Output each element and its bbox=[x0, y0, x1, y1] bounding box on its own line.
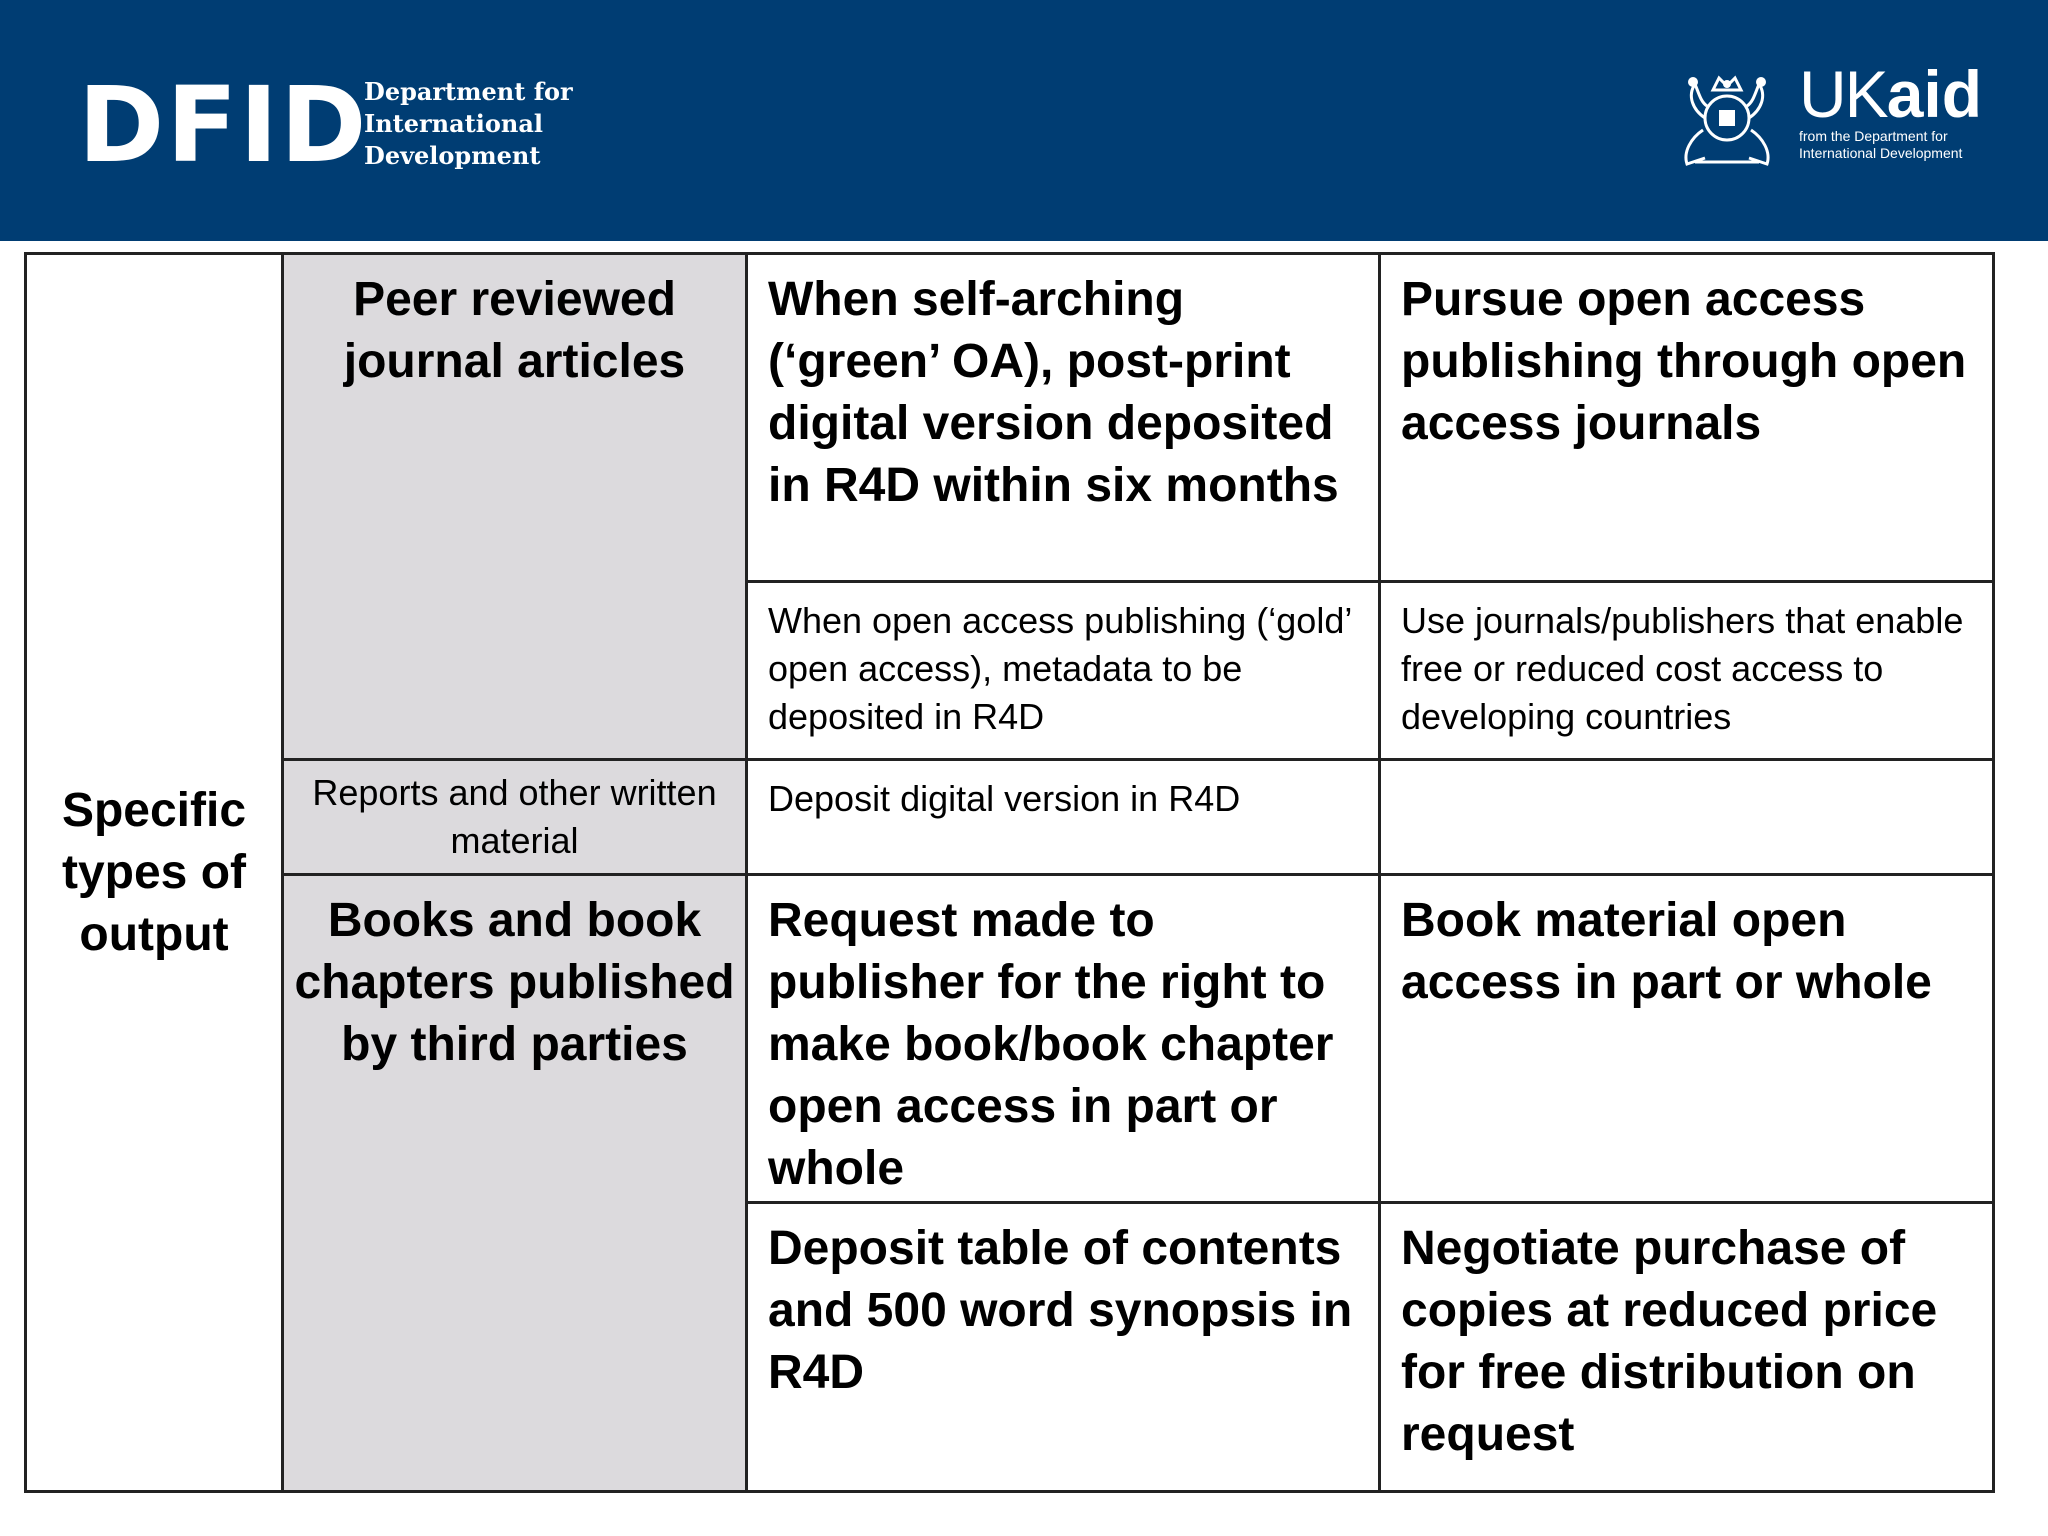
royal-crest-icon bbox=[1665, 60, 1789, 168]
row-label-cell: Specific types of output bbox=[26, 254, 283, 1492]
reports-recommendation-cell bbox=[1380, 760, 1994, 875]
dfid-subtitle-line: Department for bbox=[364, 77, 573, 106]
green-oa-recommendation-cell: Pursue open access publishing through open access journals bbox=[1380, 254, 1994, 582]
books-type-cell: Books and book chapters published by third parties bbox=[283, 875, 747, 1492]
dfid-subtitle bbox=[364, 76, 573, 172]
header-banner bbox=[0, 0, 2048, 241]
ukaid-aid: aid bbox=[1886, 57, 1983, 131]
reports-requirement-cell: Deposit digital version in R4D bbox=[747, 760, 1380, 875]
gold-oa-requirement-cell: When open access publishing (‘gold’ open access), metadata to be deposited in R4D bbox=[747, 582, 1380, 760]
ukaid-tagline-line: International Development bbox=[1799, 145, 1963, 161]
ukaid-tagline-line: from the Department for bbox=[1799, 128, 1948, 144]
ukaid-logo bbox=[1665, 57, 1983, 168]
peer-reviewed-type-cell: Peer reviewed journal articles bbox=[283, 254, 747, 760]
books-requirement-cell-2: Deposit table of contents and 500 word synopsis in R4D bbox=[747, 1203, 1380, 1492]
books-requirement-cell-1: Request made to publisher for the right to make book/book chapter open access in part or whole bbox=[747, 875, 1380, 1203]
gold-oa-recommendation-cell: Use journals/publishers that enable free or reduced cost access to developing countries bbox=[1380, 582, 1994, 760]
books-recommendation-cell-1: Book material open access in part or whole bbox=[1380, 875, 1994, 1203]
ukaid-wordmark bbox=[1799, 58, 1982, 130]
dfid-subtitle-line: Development bbox=[364, 141, 541, 170]
dfid-logo: DFID bbox=[78, 64, 369, 186]
reports-type-cell: Reports and other written material bbox=[283, 760, 747, 875]
output-types-table bbox=[24, 252, 1995, 1493]
green-oa-requirement-cell: When self-arching (‘green’ OA), post-print digital version deposited in R4D within six months bbox=[747, 254, 1380, 582]
books-recommendation-cell-2: Negotiate purchase of copies at reduced price for free distribution on request bbox=[1380, 1203, 1994, 1492]
ukaid-uk: UK bbox=[1799, 57, 1887, 131]
ukaid-tagline bbox=[1799, 128, 1962, 162]
dfid-subtitle-line: International bbox=[364, 109, 544, 138]
